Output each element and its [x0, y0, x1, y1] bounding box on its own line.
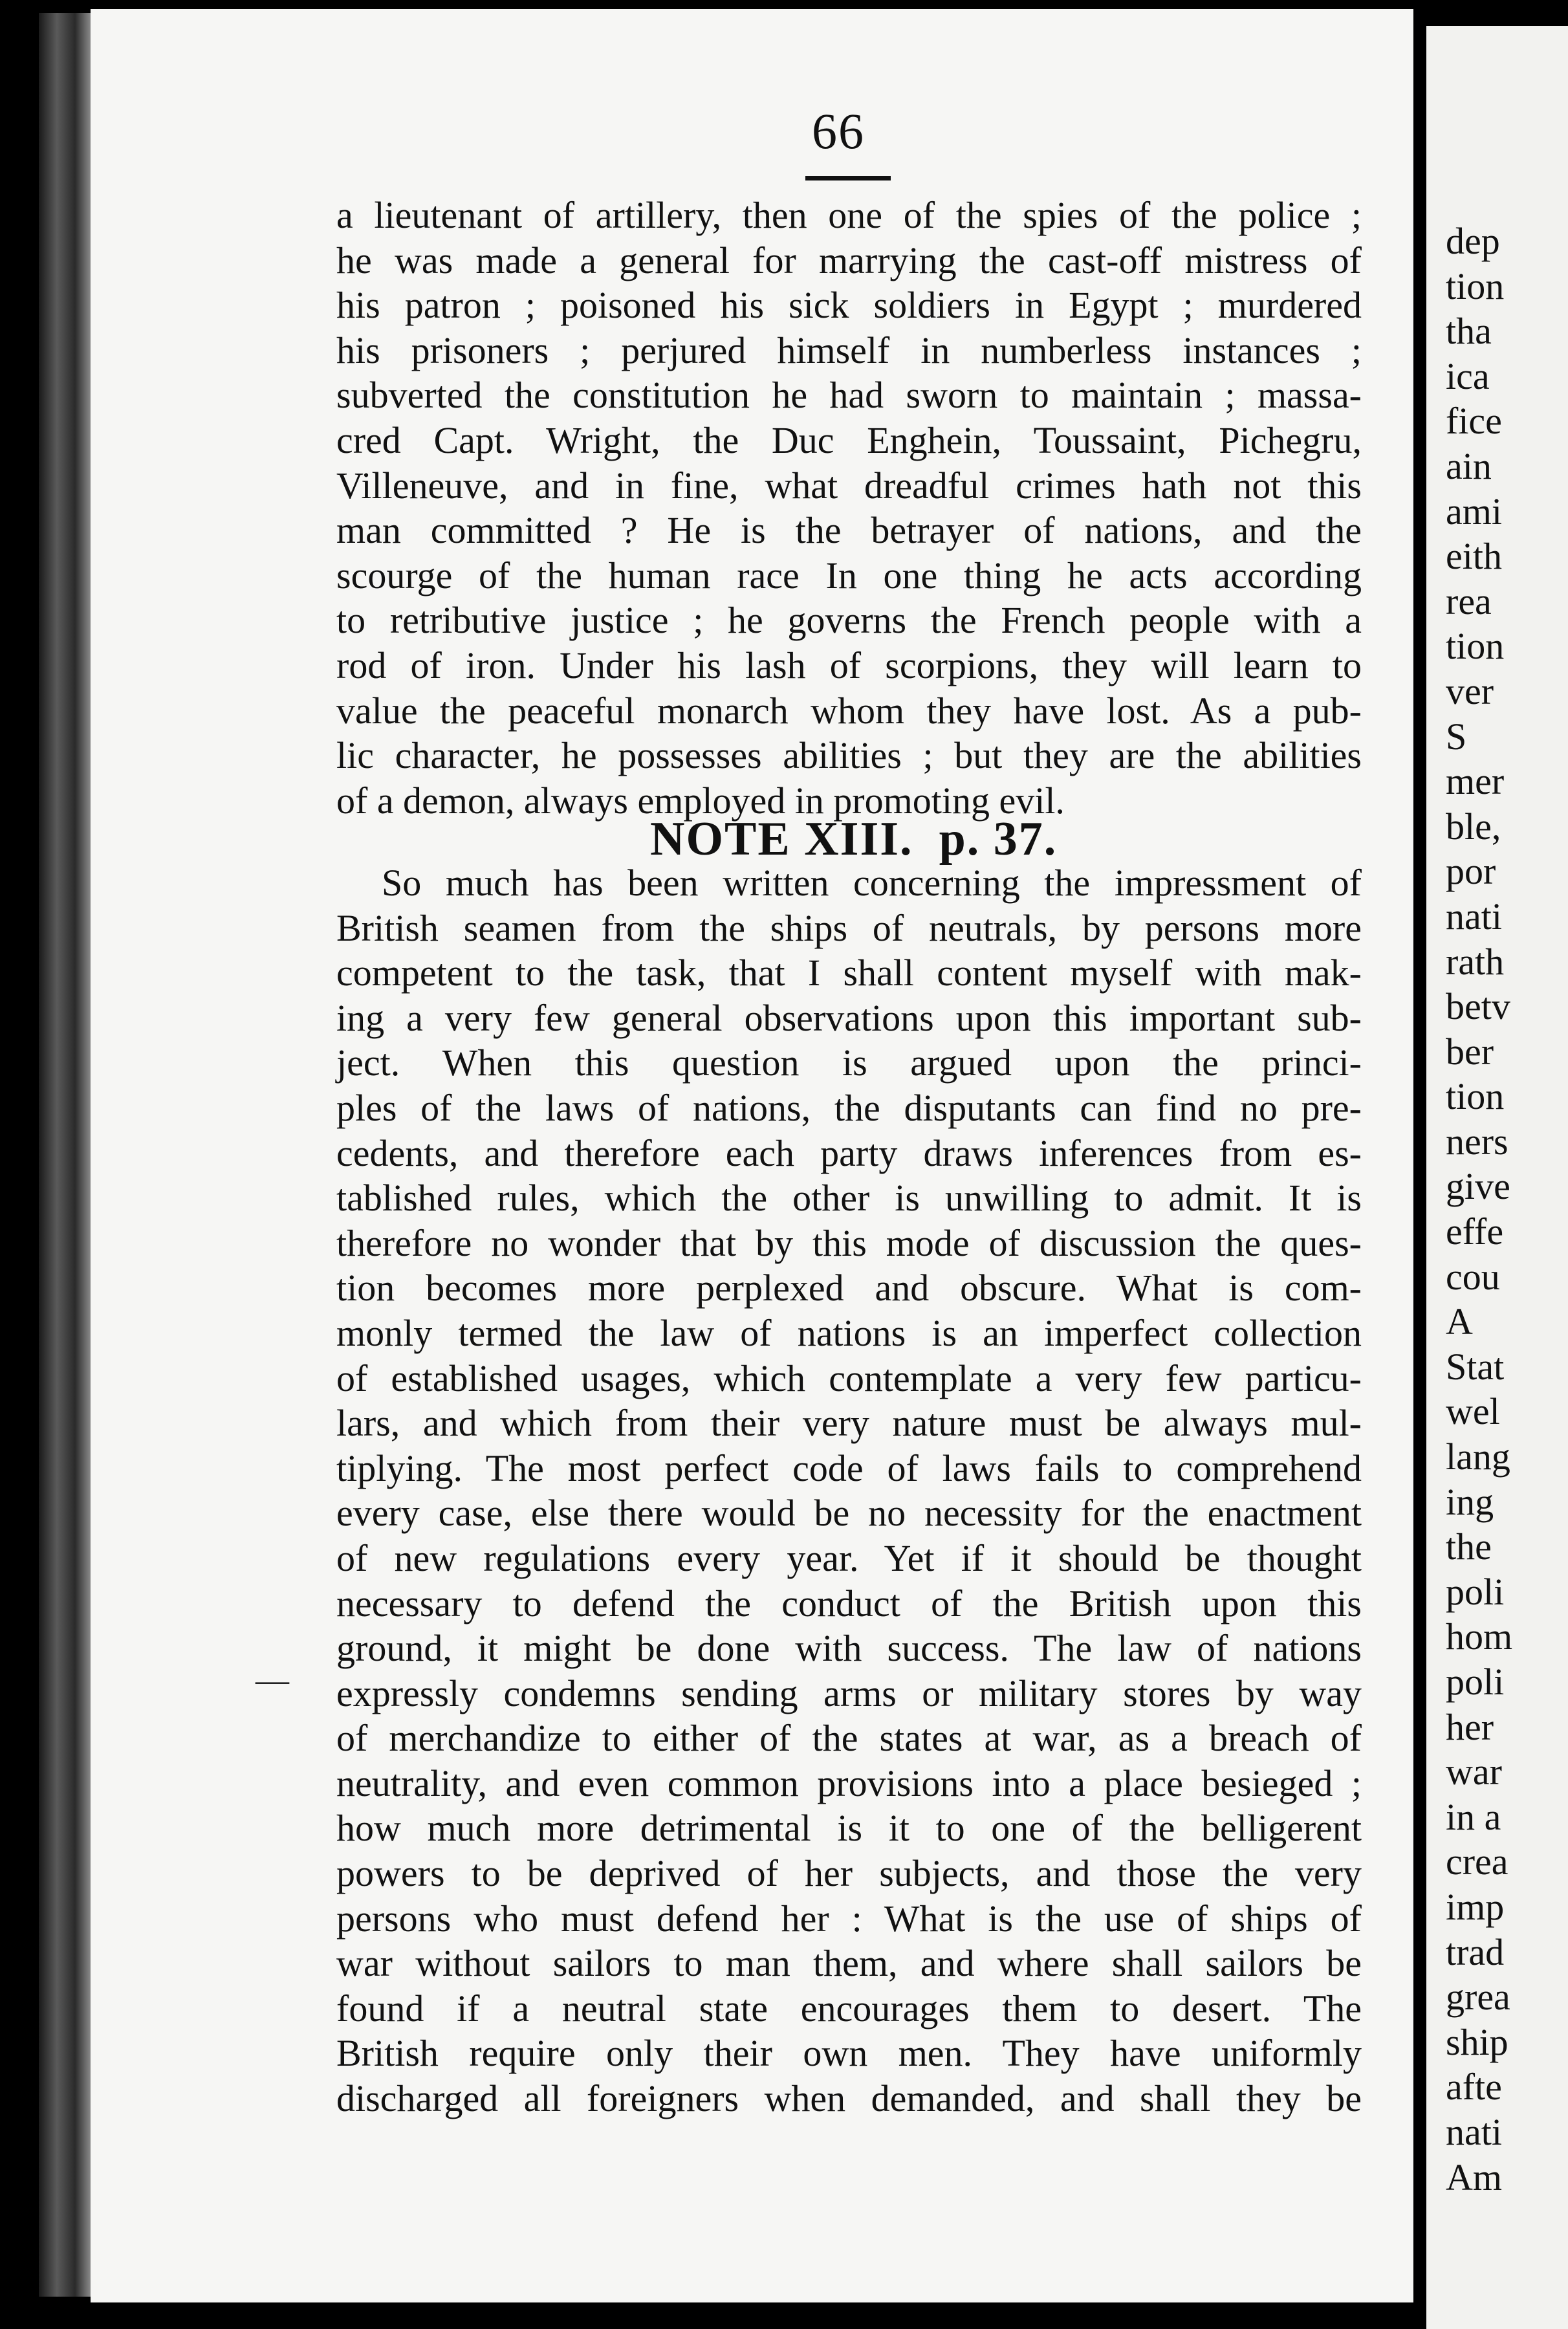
- fragment-line: betv: [1446, 985, 1510, 1028]
- text-line: man committed ? He is the betrayer of nations, and the: [336, 509, 1362, 552]
- fragment-line: tion: [1446, 1075, 1505, 1118]
- fragment-line: lang: [1446, 1436, 1510, 1478]
- text-line: he was made a general for marrying the cast-off mistress of: [336, 239, 1362, 281]
- fragment-line: nati: [1446, 2110, 1502, 2153]
- note-heading: [650, 812, 1083, 867]
- fragment-line: tha: [1446, 310, 1492, 353]
- fragment-line: dep: [1446, 220, 1500, 262]
- text-line: ject. When this question is argued upon the princi-: [336, 1042, 1362, 1084]
- right-page-edge: [1426, 26, 1568, 2329]
- text-line: Villeneuve, and in fine, what dreadful crimes hath not this: [336, 464, 1362, 507]
- fragment-line: cou: [1446, 1255, 1500, 1298]
- text-line: powers to be deprived of her subjects, and those the very: [336, 1852, 1362, 1895]
- text-line: neutrality, and even common provisions into a place besieged ;: [336, 1762, 1362, 1804]
- text-line: war without sailors to man them, and where shall sailors be: [336, 1942, 1362, 1985]
- fragment-line: por: [1446, 850, 1496, 893]
- text-line: found if a neutral state encourages them to desert. The: [336, 1987, 1362, 2029]
- fragment-line: her: [1446, 1705, 1494, 1748]
- fragment-line: in a: [1446, 1795, 1501, 1838]
- text-line: ples of the laws of nations, the disputants can find no pre-: [336, 1086, 1362, 1129]
- right-page-fragments: [1446, 219, 1512, 2200]
- fragment-line: ing: [1446, 1480, 1494, 1523]
- text-line: cedents, and therefore each party draws inferences from es-: [336, 1132, 1362, 1174]
- fragment-line: poli: [1446, 1570, 1505, 1613]
- fragment-line: tion: [1446, 265, 1505, 307]
- fragment-line: nati: [1446, 895, 1502, 937]
- text-line: of a demon, always employed in promoting evil.: [336, 779, 1065, 822]
- fragment-line: war: [1446, 1751, 1502, 1793]
- fragment-line: crea: [1446, 1841, 1508, 1883]
- fragment-line: wel: [1446, 1390, 1500, 1433]
- fragment-line: eith: [1446, 535, 1502, 578]
- text-line: lic character, he possesses abilities ; but they are the abilities: [336, 734, 1362, 777]
- text-line: tablished rules, which the other is unwilling to admit. It is: [336, 1177, 1362, 1219]
- text-line: his prisoners ; perjured himself in numberless instances ;: [336, 329, 1362, 371]
- text-line: value the peaceful monarch whom they have lost. As a pub-: [336, 689, 1362, 732]
- text-line: lars, and which from their very nature must be always mul-: [336, 1402, 1362, 1445]
- text-line: British seamen from the ships of neutrals, by persons more: [336, 906, 1362, 949]
- page-number: 66: [812, 103, 865, 159]
- fragment-line: ica: [1446, 355, 1490, 397]
- fragment-line: ami: [1446, 490, 1502, 532]
- intro-paragraph: [336, 193, 1362, 823]
- text-line: ing a very few general observations upon this important sub-: [336, 996, 1362, 1039]
- text-line: cred Capt. Wright, the Duc Enghein, Toussaint, Pichegru,: [336, 419, 1362, 461]
- fragment-line: Stat: [1446, 1345, 1505, 1388]
- text-line: rod of iron. Under his lash of scorpions, they will learn to: [336, 644, 1362, 686]
- text-line: of merchandize to either of the states at war, as a breach of: [336, 1717, 1362, 1760]
- fragment-line: S: [1446, 715, 1467, 758]
- fragment-line: fice: [1446, 400, 1502, 443]
- fragment-line: mer: [1446, 760, 1505, 803]
- fragment-line: ship: [1446, 2020, 1508, 2063]
- margin-mark: —: [256, 1662, 289, 1699]
- text-line: to retributive justice ; he governs the French people with a: [336, 599, 1362, 642]
- fragment-line: grea: [1446, 1976, 1510, 2018]
- fragment-line: rea: [1446, 580, 1492, 622]
- text-line: ground, it might be done with success. The law of nations: [336, 1627, 1362, 1670]
- text-line: discharged all foreigners when demanded, and shall they be: [336, 2077, 1362, 2120]
- text-line: persons who must defend her : What is the use of ships of: [336, 1897, 1362, 1940]
- note-title: NOTE XIII.: [650, 813, 913, 866]
- fragment-line: effe: [1446, 1210, 1504, 1253]
- text-line: necessary to defend the conduct of the British upon this: [336, 1582, 1362, 1624]
- fragment-line: afte: [1446, 2066, 1502, 2108]
- text-line: therefore no wonder that by this mode of discussion the ques-: [336, 1221, 1362, 1264]
- page-number-rule: [805, 176, 891, 180]
- fragment-line: ber: [1446, 1030, 1494, 1073]
- text-line: his patron ; poisoned his sick soldiers in Egypt ; murdered: [336, 284, 1362, 327]
- fragment-line: ver: [1446, 670, 1494, 712]
- fragment-line: give: [1446, 1165, 1510, 1208]
- fragment-line: hom: [1446, 1615, 1513, 1658]
- text-line: British require only their own men. They have uniformly: [336, 2032, 1362, 2075]
- fragment-line: rath: [1446, 940, 1505, 983]
- text-line: So much has been written concerning the impressment of: [382, 862, 1362, 904]
- text-line: every case, else there would be no necessity for the enactment: [336, 1492, 1362, 1535]
- binding-gutter: [39, 13, 91, 2297]
- text-line: monly termed the law of nations is an imperfect collection: [336, 1311, 1362, 1354]
- fragment-line: ain: [1446, 444, 1492, 487]
- page-divider: [1413, 9, 1426, 2329]
- text-line: scourge of the human race In one thing he acts according: [336, 554, 1362, 596]
- text-line: tion becomes more perplexed and obscure. What is com-: [336, 1267, 1362, 1309]
- fragment-line: trad: [1446, 1930, 1505, 1973]
- fragment-line: Am: [1446, 2156, 1502, 2198]
- note-paragraph: [336, 860, 1362, 2121]
- text-line: of new regulations every year. Yet if it should be thought: [336, 1536, 1362, 1579]
- text-line: tiplying. The most perfect code of laws fails to comprehend: [336, 1447, 1362, 1489]
- fragment-line: ners: [1446, 1120, 1508, 1163]
- text-line: subverted the constitution he had sworn to maintain ; massa-: [336, 374, 1362, 417]
- note-page-ref: p. 37.: [939, 813, 1058, 866]
- fragment-line: the: [1446, 1525, 1492, 1568]
- text-line: competent to the task, that I shall content myself with mak-: [336, 952, 1362, 994]
- fragment-line: ble,: [1446, 805, 1501, 847]
- fragment-line: A: [1446, 1300, 1473, 1343]
- text-line: a lieutenant of artillery, then one of the spies of the police ;: [336, 194, 1362, 236]
- fragment-line: imp: [1446, 1885, 1505, 1928]
- text-line: of established usages, which contemplate a very few particu-: [336, 1357, 1362, 1399]
- fragment-line: poli: [1446, 1661, 1505, 1703]
- text-line: expressly condemns sending arms or military stores by way: [336, 1672, 1362, 1714]
- fragment-line: tion: [1446, 625, 1505, 668]
- text-line: how much more detrimental is it to one of the belligerent: [336, 1807, 1362, 1850]
